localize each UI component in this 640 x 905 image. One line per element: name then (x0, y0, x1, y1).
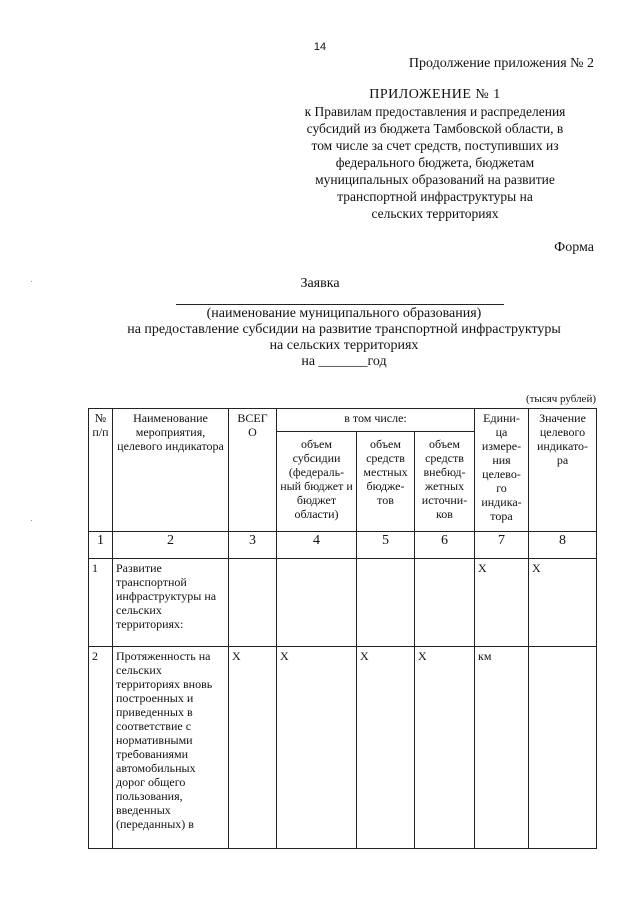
form-label: Форма (554, 240, 594, 255)
appendix-line: муниципальных образований на развитие (315, 172, 555, 187)
row-total (229, 559, 277, 647)
column-number: 3 (229, 532, 277, 559)
row-extra (415, 559, 475, 647)
row-local (357, 559, 415, 647)
request-table (88, 408, 597, 849)
scan-speck (31, 281, 32, 282)
row-value: Х (529, 559, 597, 647)
table-row (89, 647, 597, 849)
request-subtitle (60, 306, 628, 370)
row-name: Развитие транспортной инфраструктуры на сельских территориях: (113, 559, 229, 647)
appendix-line: том числе за счет средств, поступивших из (311, 138, 559, 153)
column-number-row (89, 532, 597, 559)
header-value: Значение целевого индикато-ра (529, 409, 597, 532)
appendix-heading: ПРИЛОЖЕНИЕ № 1 (369, 87, 501, 102)
column-number: 5 (357, 532, 415, 559)
header-extra: объем средств внебюд-жетных источни-ков (415, 432, 475, 532)
row-unit: Х (475, 559, 529, 647)
column-number: 8 (529, 532, 597, 559)
header-local: объем средств местных бюдже-тов (357, 432, 415, 532)
page-number: 14 (313, 41, 327, 53)
subtitle-line: на сельских территориях (269, 338, 419, 353)
header-unit: Едини-ца измере-ния целево-го индика-тора (475, 409, 529, 532)
row-value (529, 647, 597, 849)
subtitle-line: (наименование муниципального образования) (206, 306, 482, 321)
column-number: 7 (475, 532, 529, 559)
header-num: № п/п (89, 409, 113, 532)
header-federal: объем субсидии (федераль-ный бюджет и бюджет области) (277, 432, 357, 532)
row-num: 2 (89, 647, 113, 849)
table-header-row (89, 409, 597, 432)
header-total: ВСЕГ О (229, 409, 277, 532)
column-number: 4 (277, 532, 357, 559)
row-total: Х (229, 647, 277, 849)
appendix-line: федерального бюджета, бюджетам (335, 155, 535, 170)
appendix-line: к Правилам предоставления и распределения (304, 104, 566, 119)
table-row (89, 559, 597, 647)
appendix-line: транспортной инфраструктуры на (337, 189, 533, 204)
blank-underline (176, 304, 504, 305)
row-num: 1 (89, 559, 113, 647)
units-note: (тысяч рублей) (525, 393, 596, 405)
row-federal (277, 559, 357, 647)
continuation-note: Продолжение приложения № 2 (408, 56, 594, 71)
row-local: Х (357, 647, 415, 849)
appendix-line: субсидий из бюджета Тамбовской области, в (306, 121, 564, 136)
row-federal: Х (277, 647, 357, 849)
appendix-line: сельских территориях (371, 206, 499, 221)
row-extra: Х (415, 647, 475, 849)
subtitle-line: на предоставление субсидии на развитие транспортной инфраструктуры (127, 322, 561, 337)
scan-speck (31, 520, 32, 521)
column-number: 6 (415, 532, 475, 559)
column-number: 2 (113, 532, 229, 559)
row-name: Протяженность на сельских территориях вновь построенных и приведенных в соответствие с нормативными требованиями автомобильных дорог общего пользования, введенных (переданных) в (113, 647, 229, 849)
request-title: Заявка (300, 276, 340, 291)
header-name: Наименование мероприятия, целевого индикатора (113, 409, 229, 532)
subtitle-line: на _______год (301, 354, 387, 369)
appendix-block (270, 86, 600, 222)
row-unit: км (475, 647, 529, 849)
column-number: 1 (89, 532, 113, 559)
header-including: в том числе: (277, 409, 475, 432)
